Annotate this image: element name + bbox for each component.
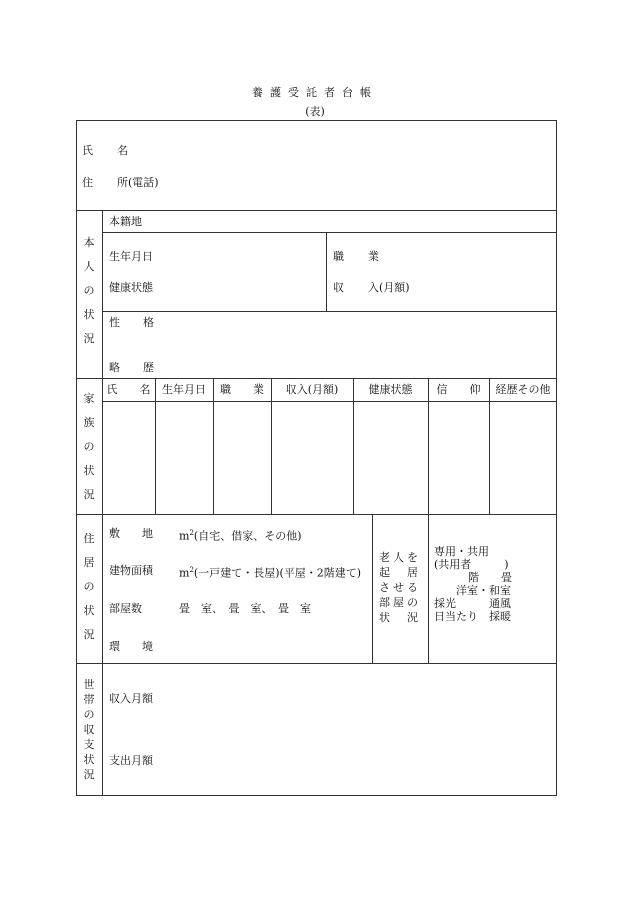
expense-monthly-label: 支出月額 xyxy=(109,754,153,767)
housing-label-char: 状 xyxy=(83,604,95,617)
floor-options: (一戸建て・長屋)(平屋・2階建て) xyxy=(193,566,362,580)
family-label-char: 況 xyxy=(83,488,95,501)
document-title: 養護受託者台帳 xyxy=(252,86,378,99)
history-label-2: 歴 xyxy=(143,361,154,374)
budget-label-char: 収 xyxy=(83,723,95,736)
family-label-char: 家 xyxy=(83,392,95,405)
family-col-health: 健康状態 xyxy=(368,383,413,396)
family-col-divider xyxy=(271,378,272,514)
income-monthly-label: 収入月額 xyxy=(109,692,153,705)
rooms-label: 部屋数 xyxy=(109,602,142,615)
budget-label-char: 状 xyxy=(83,753,95,766)
divider-housing-budget xyxy=(76,663,557,664)
floor-unit-sup: 2 xyxy=(189,566,194,574)
health-label: 健康状態 xyxy=(109,281,153,294)
family-label-char: 族 xyxy=(83,416,95,429)
character-label-2: 格 xyxy=(143,316,154,329)
family-section-label xyxy=(78,392,100,512)
site-unit: m xyxy=(179,529,190,543)
label-column-divider xyxy=(102,210,103,796)
character-label-1: 性 xyxy=(109,316,120,329)
self-section-label xyxy=(78,236,100,356)
divider-family-housing xyxy=(76,514,557,515)
site-options: (自宅、借家、その他) xyxy=(193,529,302,543)
divider-character xyxy=(102,311,557,312)
address-label-2: 所(電話) xyxy=(117,176,159,189)
family-col-occupation: 職 業 xyxy=(220,383,264,396)
family-label-char: の xyxy=(83,440,95,453)
budget-label-char: 帯 xyxy=(83,693,95,706)
family-col-name: 氏 名 xyxy=(106,383,151,396)
housing-label-char: 居 xyxy=(83,556,95,569)
family-col-religion: 信 仰 xyxy=(436,383,481,396)
family-col-divider xyxy=(489,378,490,514)
room-detail-line: 採光 通風 xyxy=(434,597,511,610)
divider-self-family xyxy=(76,378,557,379)
address-label-1: 住 xyxy=(82,176,93,189)
elder-room-line: 状 況 xyxy=(379,611,421,624)
budget-section-label xyxy=(78,678,100,783)
room-detail-line: (共用者 ) xyxy=(434,558,509,571)
family-label-char: 状 xyxy=(83,464,95,477)
income-label-1: 収 xyxy=(333,281,344,294)
self-label-char: の xyxy=(83,284,95,297)
room-detail-line: 洋室・和室 xyxy=(456,584,511,597)
room-detail-line: 階 畳 xyxy=(468,571,512,584)
budget-label-char: の xyxy=(83,708,95,721)
budget-label-char: 況 xyxy=(83,768,95,781)
self-label-char: 状 xyxy=(83,308,95,321)
room-details xyxy=(434,545,512,623)
divider-domicile xyxy=(102,232,557,233)
budget-label-char: 世 xyxy=(83,678,95,691)
floor-area-value xyxy=(179,564,361,580)
family-col-other: 経歴その他 xyxy=(495,383,551,396)
housing-label-char: 住 xyxy=(83,532,95,545)
housing-label-char: の xyxy=(83,580,95,593)
divider-birth-occupation xyxy=(326,232,327,311)
divider-header-self xyxy=(76,210,557,211)
site-unit-sup: 2 xyxy=(189,529,194,537)
domicile-label: 本籍地 xyxy=(109,215,142,228)
environment-label: 環 境 xyxy=(109,640,153,653)
family-col-income: 収入(月額) xyxy=(285,383,339,396)
rooms-value: 畳 室、 畳 室、 畳 室 xyxy=(179,602,311,615)
room-detail-line: 専用・共用 xyxy=(434,545,489,558)
elder-room-line: 部屋の xyxy=(379,596,421,609)
floor-area-label: 建物面積 xyxy=(109,564,153,577)
history-label-1: 略 xyxy=(109,361,120,374)
elder-room-label xyxy=(379,550,421,625)
family-col-birthdate: 生年月日 xyxy=(162,383,206,396)
elder-room-line: 老人を xyxy=(379,551,421,564)
housing-divider-right xyxy=(428,514,429,663)
birthdate-label: 生年月日 xyxy=(109,250,153,263)
housing-label-char: 況 xyxy=(83,628,95,641)
floor-unit: m xyxy=(179,566,190,580)
elder-room-line: させる xyxy=(379,581,421,594)
income-label-2: 入(月額) xyxy=(368,281,410,294)
occupation-label-2: 業 xyxy=(368,250,379,263)
budget-label-char: 支 xyxy=(83,738,95,751)
family-col-divider xyxy=(155,378,156,514)
family-col-divider xyxy=(213,378,214,514)
document-subtitle: (表) xyxy=(305,105,325,118)
family-col-divider xyxy=(428,378,429,514)
self-label-char: 況 xyxy=(83,332,95,345)
self-label-char: 本 xyxy=(83,236,95,249)
housing-divider-left xyxy=(372,514,373,663)
self-label-char: 人 xyxy=(83,260,95,273)
housing-section-label xyxy=(78,532,100,652)
elder-room-line: 起 居 xyxy=(379,566,421,579)
name-label-1: 氏 xyxy=(82,144,93,157)
family-col-divider xyxy=(353,378,354,514)
room-detail-line: 日当たり 採暖 xyxy=(434,610,511,623)
occupation-label-1: 職 xyxy=(333,250,344,263)
site-label: 敷 地 xyxy=(109,527,153,540)
name-label-2: 名 xyxy=(117,144,128,157)
site-value xyxy=(179,527,302,543)
